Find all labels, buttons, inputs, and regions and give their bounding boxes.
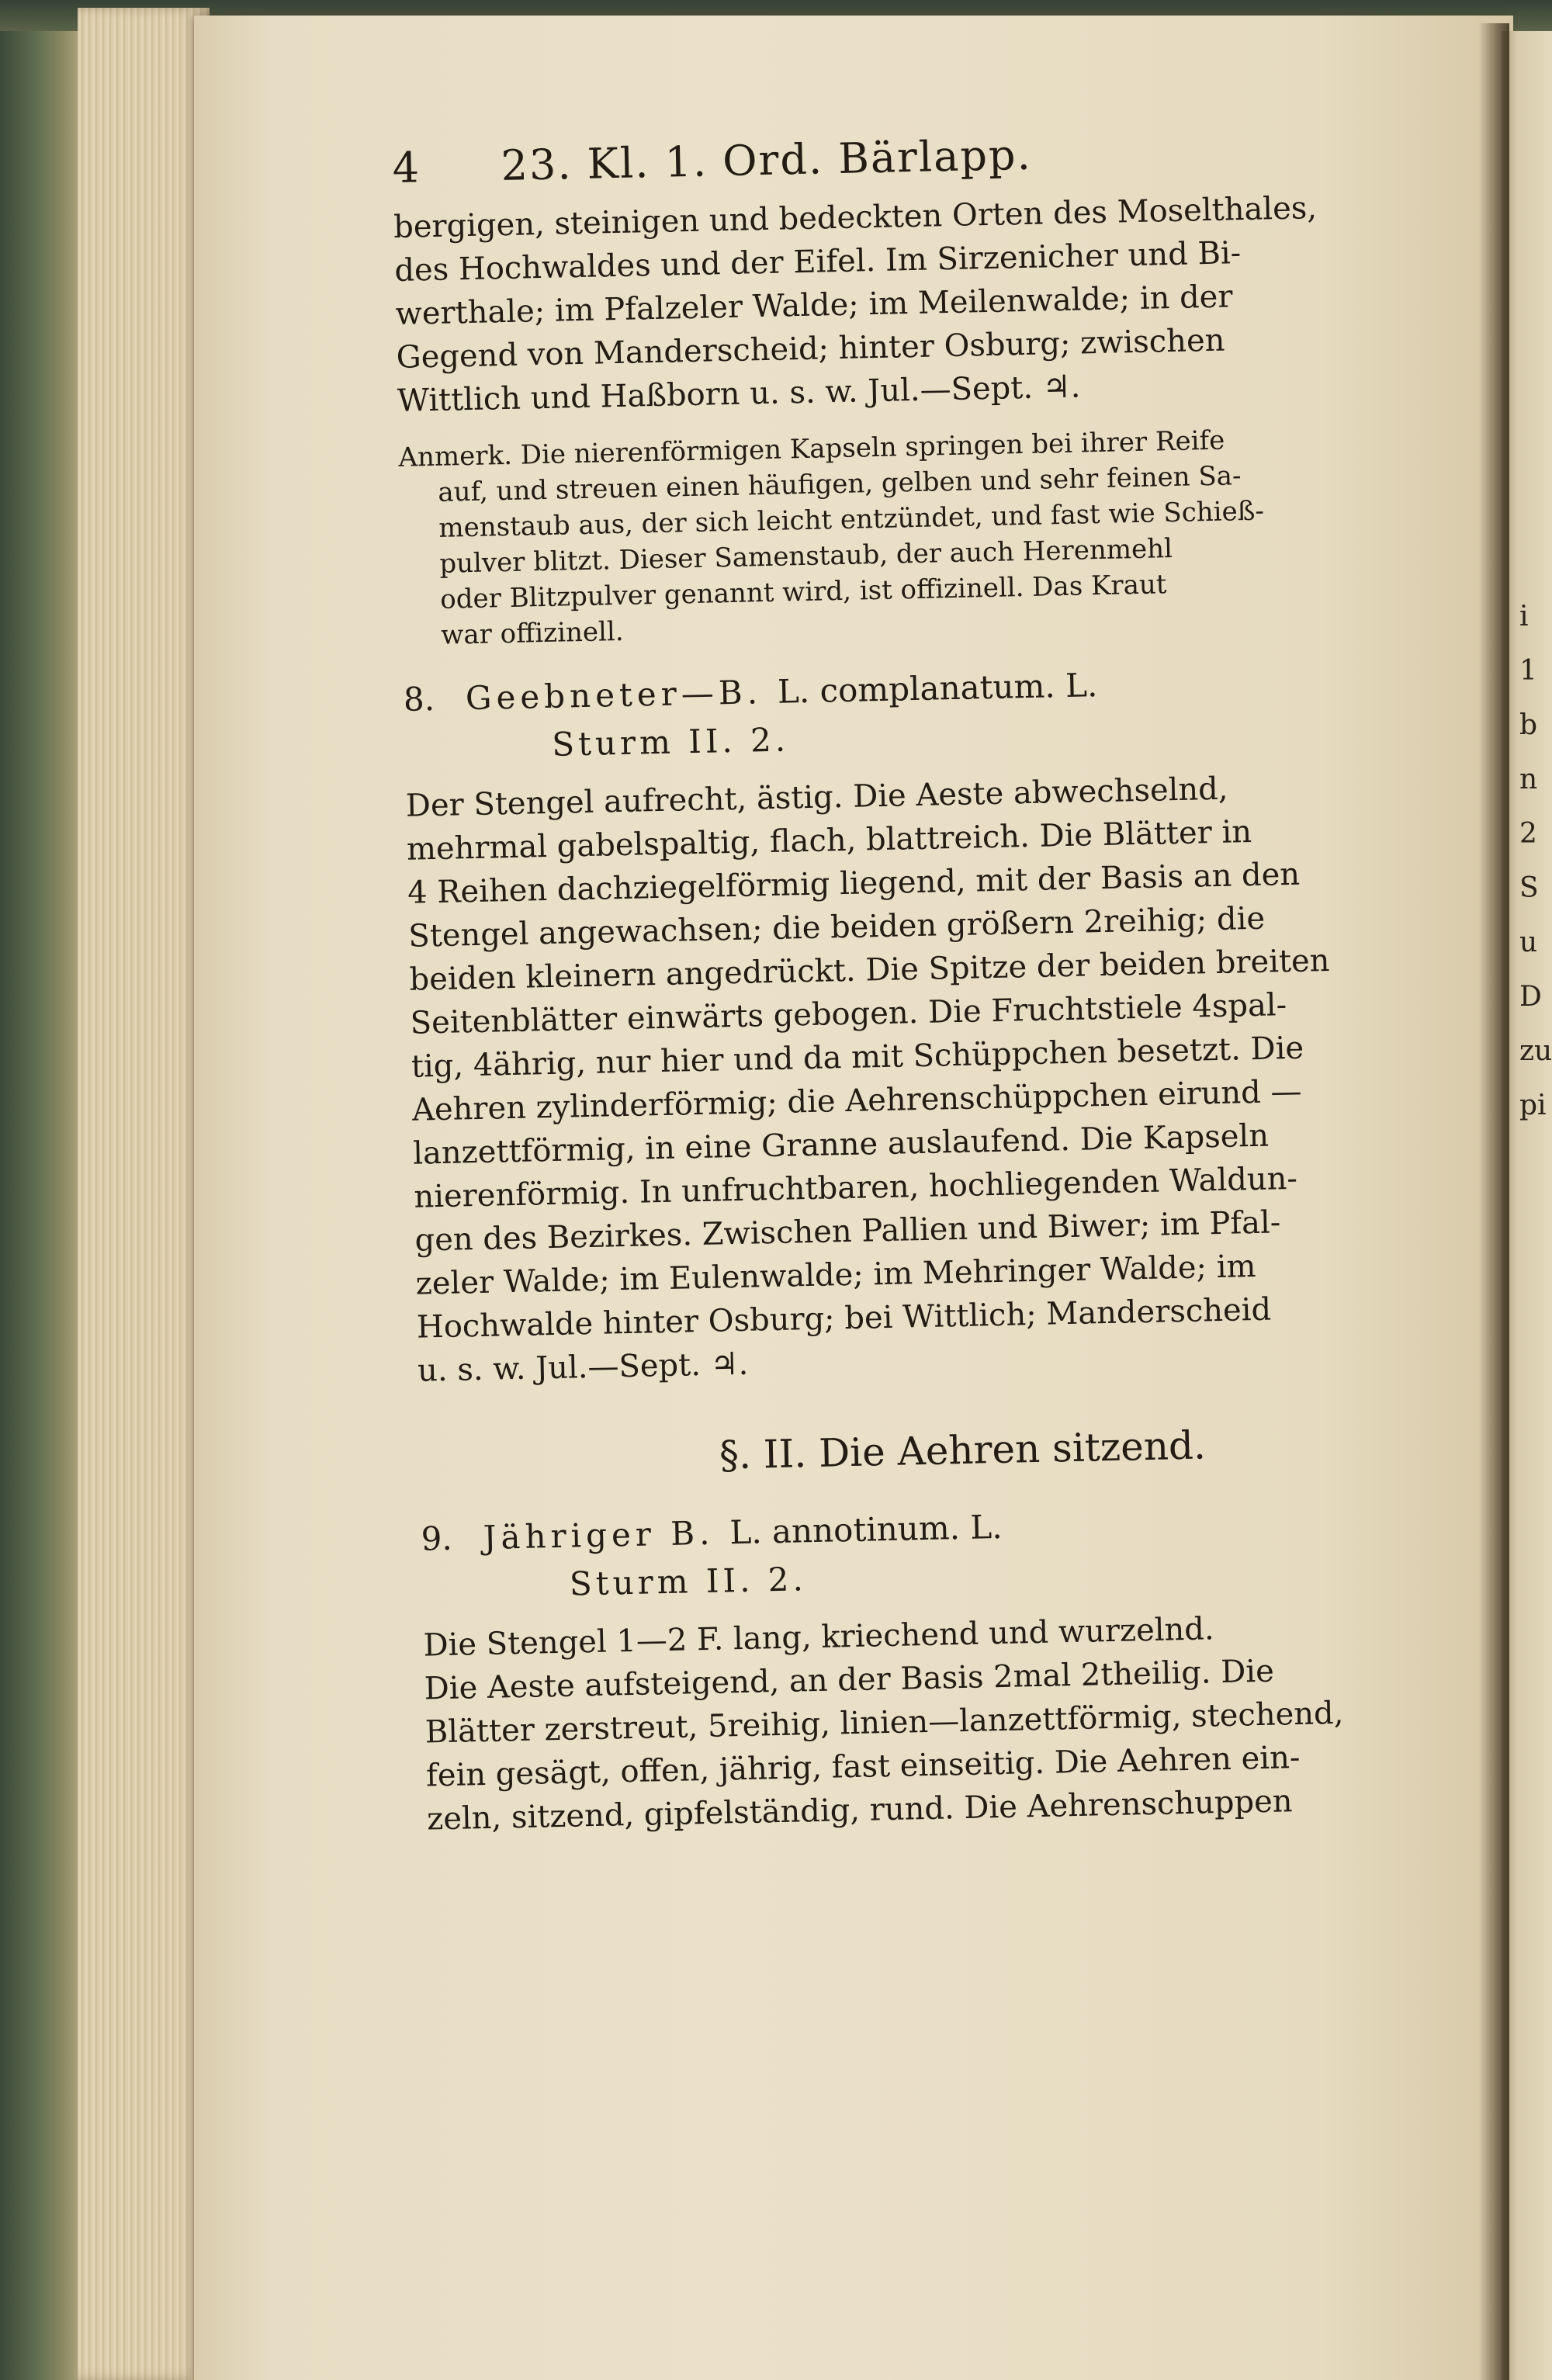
text-line: nierenförmig. In unfruchtbaren, hochliegenden Waldun- [413,1160,1298,1215]
text-line: Die Aeste aufsteigend, an der Basis 2mal 2theilig. Die [424,1653,1275,1707]
text-line: werthale; im Pfalzeler Walde; im Meilenwalde; in der [395,279,1233,332]
species-description-8 [405,761,1504,1392]
text-line: fein gesägt, offen, jährig, fast einseitig. Die Aehren ein- [425,1739,1301,1794]
note-line: auf, und streuen einen häufigen, gelben und sehr feinen Sa- [438,460,1242,508]
fragment: n [1519,764,1538,795]
text-line: Der Stengel aufrecht, ästig. Die Aeste abwechselnd, [405,771,1228,824]
text-line: tig, 4ährig, nur hier und da mit Schüppchen besetzt. Die [411,1030,1304,1085]
note-line: oder Blitzpulver genannt wird, ist offizinell. Das Kraut [439,569,1167,615]
page-edges [78,8,210,2380]
latin-name: L. complanatum. L. [777,666,1098,711]
fragment: i [1519,601,1529,632]
text-line: bergigen, steinigen und bedeckten Orten des Moselthales, [393,190,1318,245]
fragment: 2 [1519,818,1537,850]
sturm-reference: Sturm II. 2. [569,1560,808,1603]
text-line: mehrmal gabelspaltig, flach, blattreich. Die Blätter in [406,813,1252,868]
book-cover [0,0,85,2380]
text-line: Die Stengel 1—2 F. lang, kriechend und wurzelnd. [423,1611,1215,1664]
remark-note [398,417,1488,654]
fragment: b [1519,709,1538,741]
latin-name: L. annotinum. L. [729,1507,1003,1552]
sturm-reference: Sturm II. 2. [551,720,790,764]
species-description-9 [423,1601,1514,1841]
text-line: Hochwalde hinter Osburg; bei Wittlich; Manderscheid [416,1291,1272,1346]
fragment: D [1519,981,1542,1013]
page-content [392,121,1514,1841]
entry-number: 8. [403,680,435,719]
page-number: 4 [392,143,420,192]
next-page-fragments [1519,590,1552,1133]
text-line: beiden kleinern angedrückt. Die Spitze der beiden breiten [409,942,1330,998]
running-head: 23. Kl. 1. Ord. Bärlapp. [500,130,1033,191]
intro-paragraph [393,183,1484,423]
text-line: gen des Bezirkes. Zwischen Pallien und Biwer; im Pfal- [414,1204,1281,1259]
text-line: 4 Reihen dachziegelförmig liegend, mit der Basis an den [407,856,1301,911]
fragment: u [1519,927,1538,958]
text-line: zeler Walde; im Eulenwalde; im Mehringer Walde; im [415,1249,1256,1302]
note-line: menstaub aus, der sich leicht entzündet, und fast wie Schieß- [438,495,1265,544]
text-line: u. s. w. Jul.—Sept. ♃. [417,1346,749,1389]
text-line: Seitenblätter einwärts gebogen. Die Fruchtstiele 4spal- [410,987,1287,1041]
fragment: pi [1519,1090,1547,1121]
fragment: S [1519,872,1539,904]
text-line: Gegend von Manderscheid; hinter Osburg; zwischen [396,322,1225,376]
text-line: Wittlich und Haßborn u. s. w. Jul.—Sept. ♃. [397,369,1081,419]
species-name: Jähriger B. [483,1513,715,1557]
section-heading: §. II. Die Aehren sitzend. [719,1422,1207,1478]
note-line: pulver blitzt. Dieser Samenstaub, der auch Herenmehl [438,533,1173,580]
text-line: des Hochwaldes und der Eifel. Im Sirzenicher und Bi- [393,235,1242,289]
note-line: Anmerk. Die nierenförmigen Kapseln springen bei ihrer Reife [398,424,1225,473]
fragment: zu [1519,1035,1552,1067]
note-line: war offizinell. [440,615,624,651]
species-name: Geebneter—B. [465,673,763,718]
text-line: lanzettförmig, in eine Granne auslaufend. Die Kapseln [412,1117,1270,1172]
text-line: Blätter zerstreut, 5reihig, linien—lanzettförmig, stechend, [424,1695,1344,1751]
text-line: Stengel angewachsen; die beiden größern 2reihig; die [407,900,1266,954]
entry-number: 9. [421,1519,453,1558]
fragment: 1 [1519,655,1537,687]
text-line: Aehren zylinderförmig; die Aehrenschüppchen eirund — [411,1073,1302,1128]
text-line: zeln, sitzend, gipfelständig, rund. Die Aehrenschuppen [426,1783,1293,1838]
